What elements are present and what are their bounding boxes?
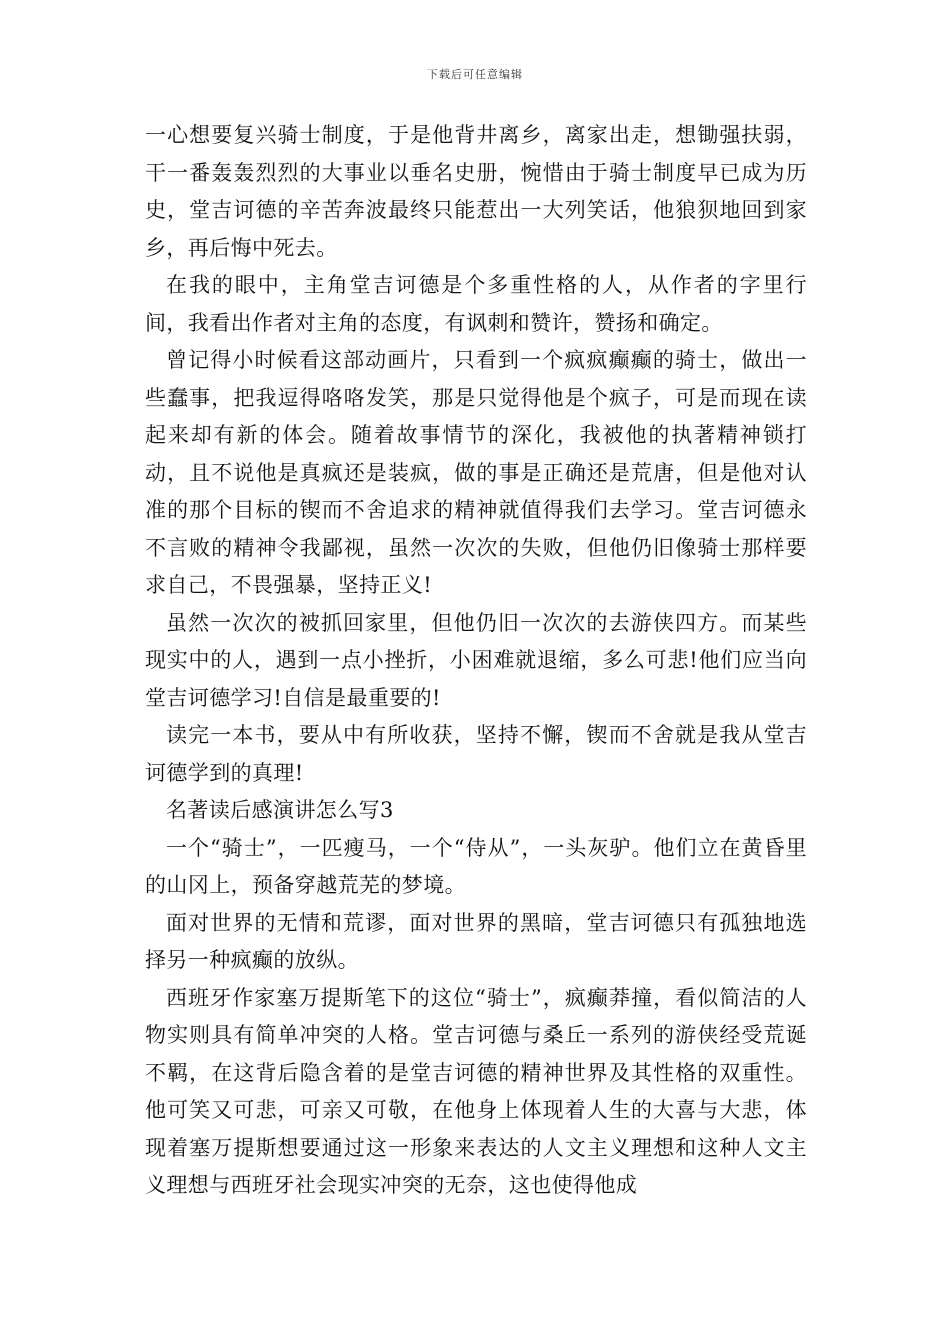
paragraph: 读完一本书，要从中有所收获，坚持不懈，锲而不舍就是我从堂吉诃德学到的真理! (145, 723, 807, 785)
paragraph-continuation: 一心想要复兴骑士制度，于是他背井离乡，离家出走，想锄强扶弱，干一番轰轰烈烈的大事业以垂名史册，惋惜由于骑士制度早已成为历史，堂吉诃德的辛苦奔波最终只能惹出一大列笑话，他狼狈地回到家乡，再后悔中死去。 (145, 123, 807, 260)
paragraph: 曾记得小时候看这部动画片，只看到一个疯疯癫癫的骑士，做出一些蠢事，把我逗得咯咯发笑，那是只觉得他是个疯子，可是而现在读起来却有新的体会。随着故事情节的深化，我被他的执著精神锁打动，且不说他是真疯还是装疯，做的事是正确还是荒唐，但是他对认准的那个目标的锲而不舍追求的精神就值得我们去学习。堂吉诃德永不言败的精神令我鄙视，虽然一次次的失败，但他仍旧像骑士那样要求自己，不畏强暴，坚持正义! (145, 348, 807, 597)
paragraph: 面对世界的无情和荒谬，面对世界的黑暗，堂吉诃德只有孤独地选择另一种疯癫的放纵。 (145, 910, 807, 972)
paragraph: 西班牙作家塞万提斯笔下的这位“骑士”，疯癫莽撞，看似简洁的人物实则具有简单冲突的人格。堂吉诃德与桑丘一系列的游侠经受荒诞不羁，在这背后隐含着的是堂吉诃德的精神世界及其性格的双重性。他可笑又可悲，可亲又可敬，在他身上体现着人生的大喜与大悲，体现着塞万提斯想要通过这一形象来表达的人文主义理想和这种人文主义理想与西班牙社会现实冲突的无奈，这也使得他成 (145, 985, 807, 1197)
page-header: 下载后可任意编辑 (427, 68, 523, 81)
paragraph: 在我的眼中，主角堂吉诃德是个多重性格的人，从作者的字里行间，我看出作者对主角的态度，有讽刺和赞许，赞扬和确定。 (145, 273, 807, 335)
paragraph: 虽然一次次的被抓回家里，但他仍旧一次次的去游侠四方。而某些现实中的人，遇到一点小挫折，小困难就退缩，多么可悲!他们应当向堂吉诃德学习!自信是最重要的! (145, 610, 807, 710)
document-body (145, 117, 807, 1205)
section-heading: 名著读后感演讲怎么写3 (166, 798, 394, 822)
paragraph: 一个“骑士”，一匹瘦马，一个“侍从”，一头灰驴。他们立在黄昏里的山冈上，预备穿越荒芜的梦境。 (145, 835, 807, 897)
